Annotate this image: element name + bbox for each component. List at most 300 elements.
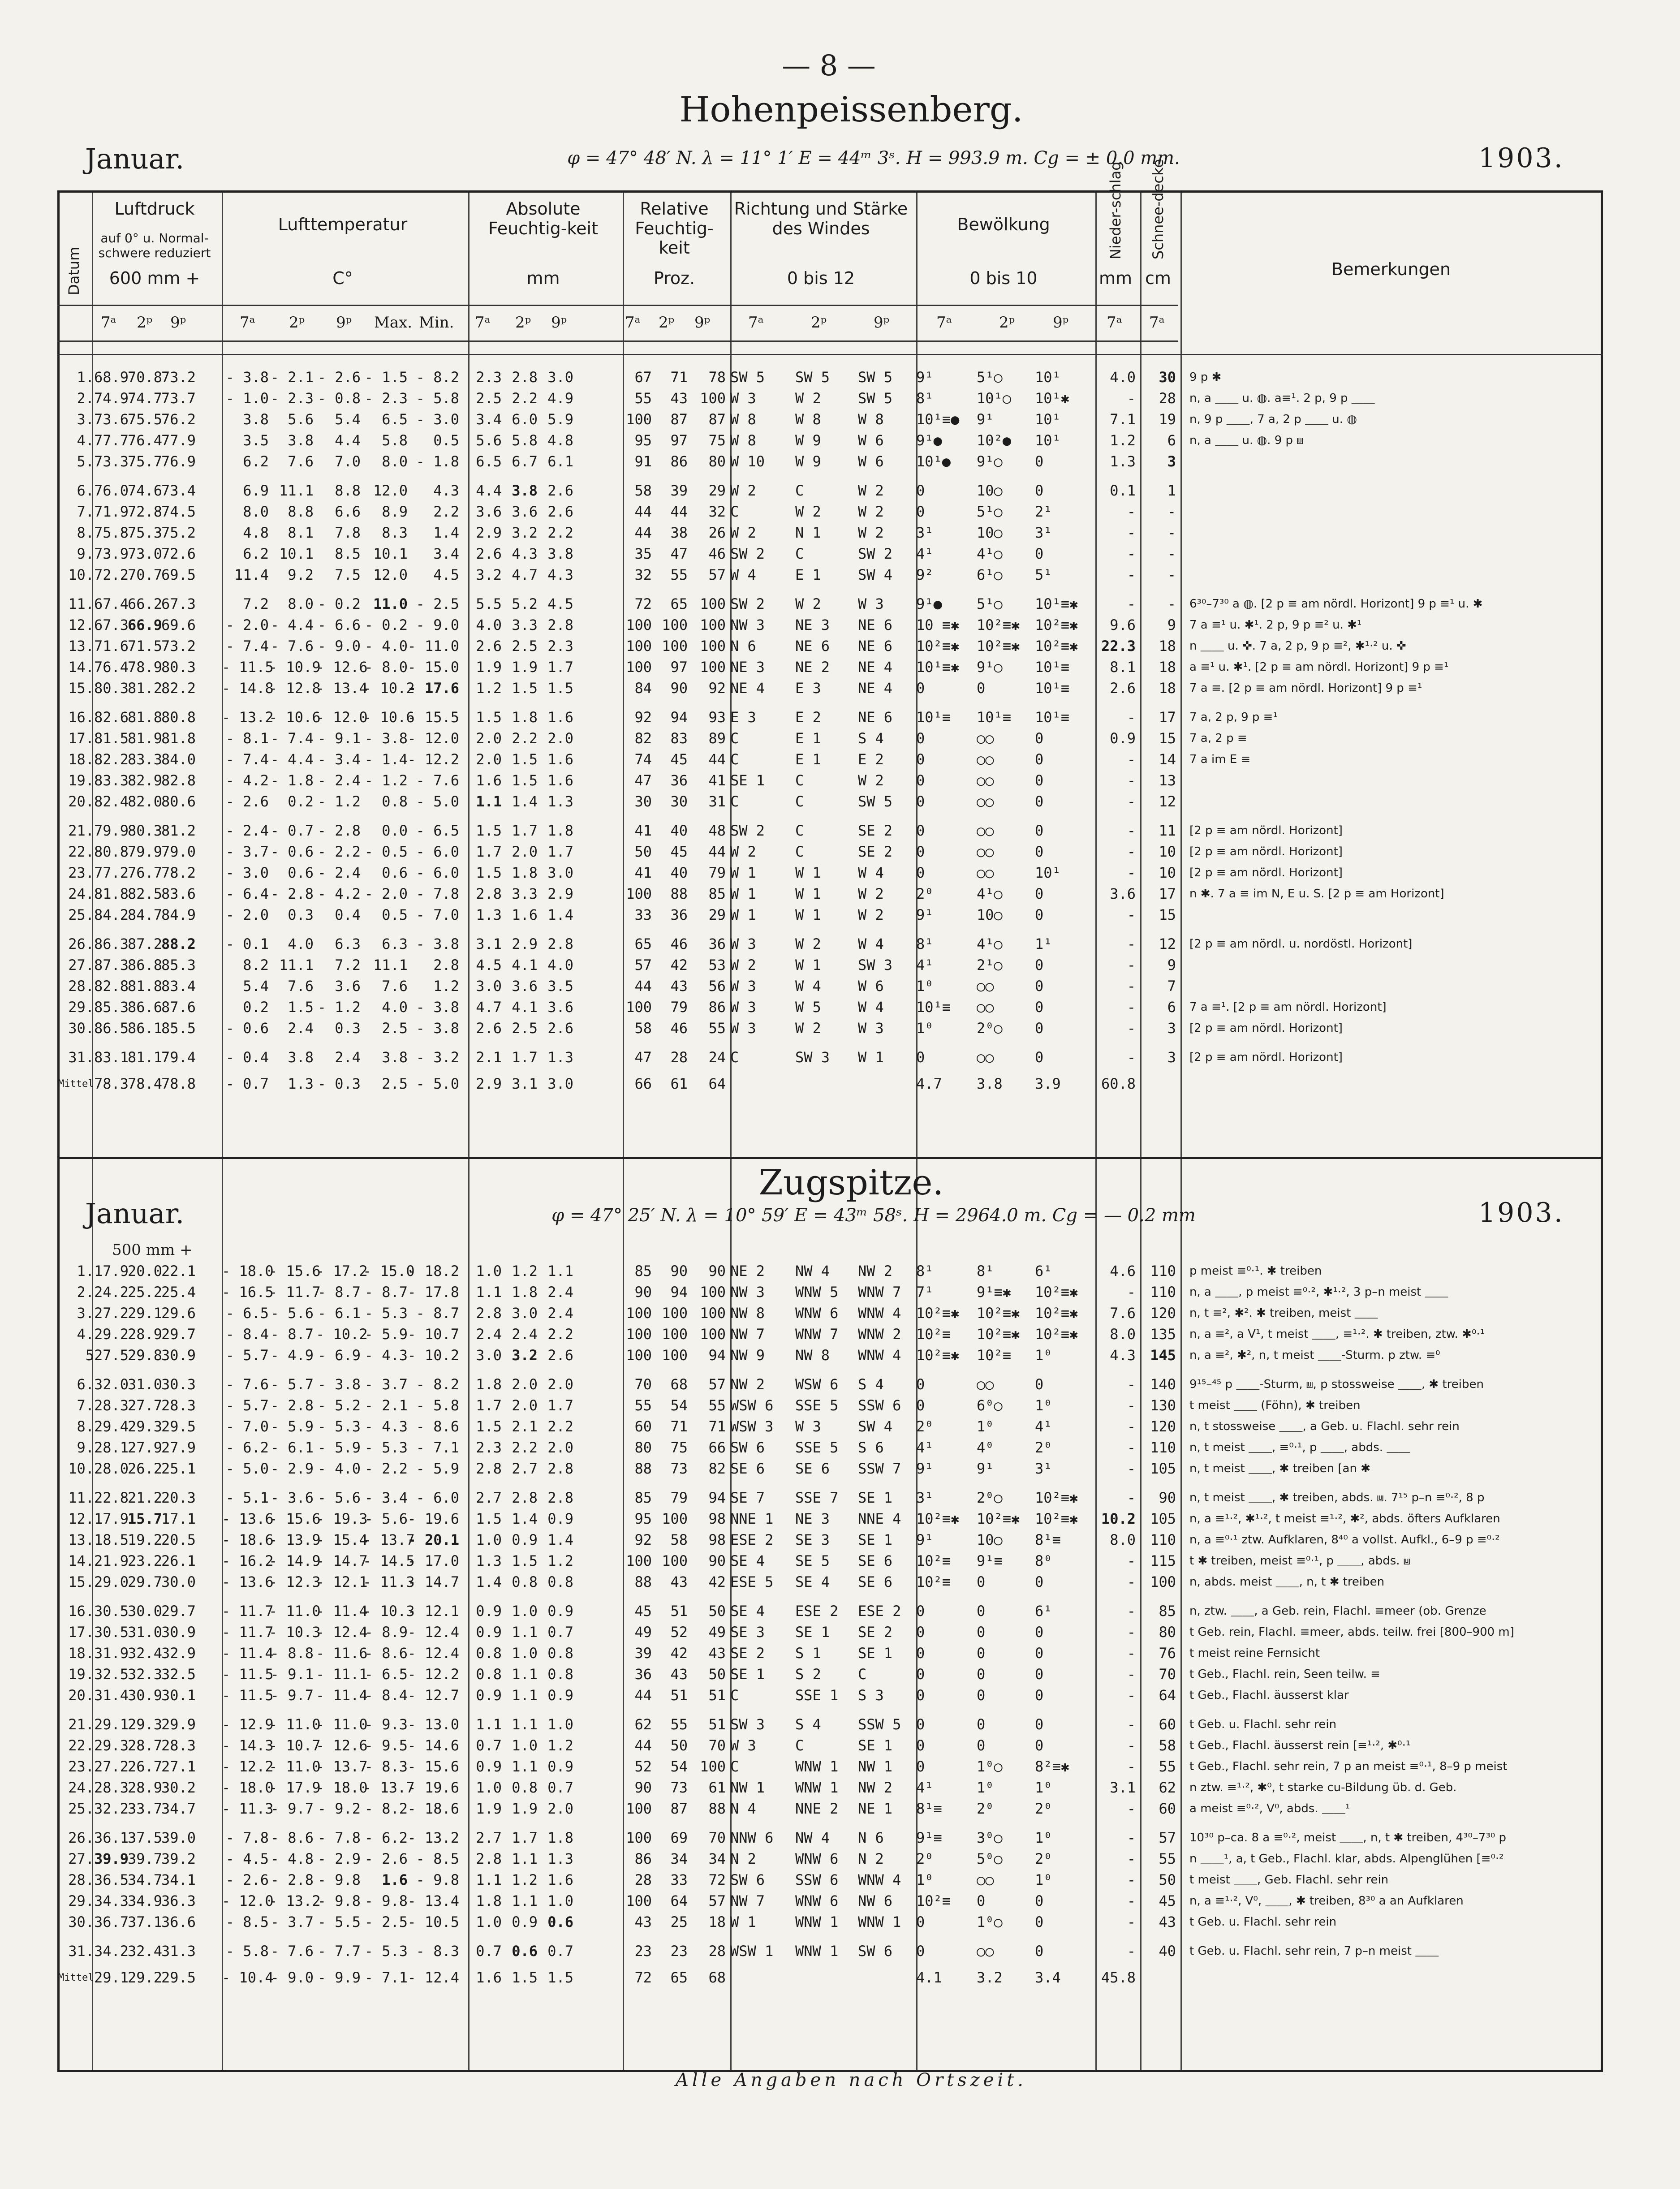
table-cell: SE 1 <box>858 1737 893 1754</box>
table-cell: 27.2 <box>94 1305 129 1322</box>
table-cell: W 6 <box>858 453 884 470</box>
table-cell: 1.0 <box>476 1263 502 1280</box>
table-cell: - <box>1167 503 1176 520</box>
table-cell: 87 <box>670 411 688 428</box>
table-cell: - 9.0 <box>317 638 361 655</box>
table-cell: 30.0 <box>161 1573 196 1590</box>
table-cell: 34.1 <box>161 1871 196 1888</box>
table-cell: W 6 <box>858 978 884 995</box>
table-cell: 30.5 <box>94 1603 129 1620</box>
year-label-1: 1903. <box>1478 142 1564 174</box>
table-cell: 44 <box>634 524 652 541</box>
table-cell: 29.5 <box>161 1418 196 1435</box>
table-cell: 43 <box>708 1645 726 1662</box>
table-cell: 87.6 <box>161 999 196 1016</box>
table-cell: SW 2 <box>730 822 765 839</box>
table-cell: N 2 <box>730 1850 756 1867</box>
table-cell: 4¹○ <box>977 885 1003 902</box>
table-cell: 1.7 <box>547 843 573 860</box>
table-cell: 55 <box>634 1397 652 1414</box>
table-cell: 5.6 <box>288 411 314 428</box>
table-cell: - 2.8 <box>317 822 361 839</box>
table-cell: 2.1 <box>512 1418 538 1435</box>
table-cell: 1.2 <box>476 680 502 697</box>
table-cell: 55 <box>1159 1758 1176 1775</box>
row-date: 17. <box>68 1624 94 1641</box>
table-cell: 75.3 <box>128 524 163 541</box>
table-cell: 3.3 <box>512 616 538 633</box>
table-cell: 4.9 <box>547 390 573 407</box>
table-cell: 86.5 <box>94 1020 129 1037</box>
table-cell: 82.5 <box>128 885 163 902</box>
table-cell: 1⁰○ <box>977 1913 1003 1930</box>
table-cell: - 2.1 <box>270 369 314 386</box>
table-cell: NW 8 <box>795 1347 830 1364</box>
table-cell: 2.8 <box>476 1850 502 1867</box>
table-cell: 20.3 <box>161 1489 196 1506</box>
table-cell: 11.0 <box>373 595 408 612</box>
table-cell: - 5.3 <box>317 1418 361 1435</box>
table-cell: 2.0 <box>512 1376 538 1393</box>
table-cell: 47 <box>634 772 652 789</box>
table-cell: 84 <box>634 680 652 697</box>
subheader-time: 7ᵃ <box>1107 314 1122 332</box>
table-cell: 50 <box>708 1666 726 1683</box>
table-cell: - 2.9 <box>317 1850 361 1867</box>
table-cell: W 4 <box>858 864 884 881</box>
table-cell: 28.3 <box>161 1737 196 1754</box>
table-cell: - 11.5 <box>222 1687 274 1704</box>
table-cell: 57 <box>708 1892 726 1909</box>
table-cell: C <box>795 843 804 860</box>
table-cell: 1.3 <box>547 793 573 810</box>
remark: t Geb., Flachl. äusserst klar <box>1189 1689 1349 1702</box>
table-cell: - <box>1127 1829 1136 1846</box>
table-cell: - 5.3 <box>364 1943 408 1960</box>
table-cell: 34 <box>708 1850 726 1867</box>
table-cell: S 1 <box>795 1645 821 1662</box>
table-cell: 0 <box>916 730 925 747</box>
table-cell: - <box>1127 1284 1136 1301</box>
table-cell: SW 5 <box>858 793 893 810</box>
table-cell: 70.7 <box>128 566 163 583</box>
table-cell: C <box>730 730 739 747</box>
table-cell: - 0.6 <box>270 843 314 860</box>
table-cell: 4.0 <box>1110 369 1136 386</box>
table-cell: 29.8 <box>128 1347 163 1364</box>
table-cell: 10²≡✱ <box>916 1305 960 1322</box>
table-cell: 105 <box>1150 1460 1176 1477</box>
row-date: 10. <box>68 1460 94 1477</box>
table-cell: 20.5 <box>161 1531 196 1548</box>
table-cell: 8.3 <box>382 524 408 541</box>
table-cell: 82.9 <box>128 772 163 789</box>
subheader-time: 2ᵖ <box>289 314 305 332</box>
table-cell: 10²≡✱ <box>977 638 1020 655</box>
table-cell: 0.7 <box>547 1943 573 1960</box>
table-cell: 52 <box>634 1758 652 1775</box>
row-date: 12. <box>68 616 94 633</box>
remark: t Geb. rein, Flachl. ≡meer, abds. teilw. frei [800–900 m] <box>1189 1625 1514 1639</box>
table-cell: 85.3 <box>94 999 129 1016</box>
table-cell: 79.0 <box>161 843 196 860</box>
table-cell: 31.3 <box>161 1943 196 1960</box>
table-cell: 3.6 <box>1110 885 1136 902</box>
table-cell: 0 <box>977 680 986 697</box>
table-cell: 85.5 <box>161 1020 196 1037</box>
subheader-time: 7ᵃ <box>240 314 255 332</box>
table-cell: - 11.7 <box>222 1603 274 1620</box>
table-cell: 8.0 <box>288 595 314 612</box>
table-cell: - <box>1127 1737 1136 1754</box>
table-cell: - 2.0 <box>225 906 269 923</box>
table-cell: 90 <box>634 1284 652 1301</box>
table-cell: 3.2 <box>512 524 538 541</box>
table-cell: 92 <box>634 709 652 726</box>
table-cell: 60 <box>1159 1716 1176 1733</box>
table-cell: 9 <box>1167 616 1176 633</box>
table-cell: 29 <box>708 906 726 923</box>
table-cell: S 6 <box>858 1439 884 1456</box>
table-cell: NW 4 <box>795 1263 830 1280</box>
table-cell: - 11.4 <box>316 1603 368 1620</box>
table-cell: 72 <box>634 1969 652 1986</box>
table-cell: 80.8 <box>161 709 196 726</box>
remark: 7 a, 2 p ≡ <box>1189 732 1247 745</box>
table-cell: 66 <box>634 1075 652 1092</box>
table-cell: NE 1 <box>858 1800 893 1817</box>
table-cell: - 1.2 <box>317 999 361 1016</box>
table-cell: 2.8 <box>476 1305 502 1322</box>
table-cell: SSE 5 <box>795 1397 839 1414</box>
table-cell: - 3.7 <box>270 1913 314 1930</box>
remark: n, 9 p ⸏⸏, 7 a, 2 p ⸏⸏ u. ◍ <box>1189 413 1357 426</box>
table-cell: NNE 1 <box>730 1510 774 1527</box>
table-cell: 97 <box>670 659 688 676</box>
table-cell: 7.2 <box>243 595 269 612</box>
table-cell: - 2.3 <box>364 390 408 407</box>
remark: n, a ≡¹·², V⁰, ⸏⸏, ✱ treiben, 8³⁰ a an Aufklaren <box>1189 1894 1464 1908</box>
table-cell: NW 2 <box>858 1263 893 1280</box>
table-cell: 69.5 <box>161 566 196 583</box>
table-cell: 41 <box>708 772 726 789</box>
table-cell: 1.4 <box>547 1531 573 1548</box>
header-abs-feuchtigkeit: Absolute Feuchtig-keit <box>488 199 598 238</box>
table-cell: - 6.1 <box>317 1305 361 1322</box>
table-cell: 1.8 <box>512 864 538 881</box>
table-cell: 0 <box>916 793 925 810</box>
table-cell: 8¹≡ <box>916 1800 942 1817</box>
table-cell: 86.8 <box>128 957 163 974</box>
table-cell: 1.5 <box>476 1510 502 1527</box>
table-cell: NE 3 <box>795 1510 830 1527</box>
table-cell: - <box>1127 999 1136 1016</box>
table-cell: SW 2 <box>730 545 765 562</box>
table-cell: 88 <box>670 885 688 902</box>
subheader-time: Min. <box>419 314 454 332</box>
table-cell: 1.0 <box>547 1716 573 1733</box>
table-cell: 50 <box>708 1603 726 1620</box>
table-cell: 46 <box>708 545 726 562</box>
table-cell: 5.9 <box>547 411 573 428</box>
station-title-zugspitze: Zugspitze. <box>758 1163 944 1203</box>
table-cell: 100 <box>700 595 726 612</box>
table-cell: - 2.2 <box>364 1460 408 1477</box>
table-cell: NW 1 <box>730 1779 765 1796</box>
table-cell: 0.7 <box>476 1943 502 1960</box>
table-cell: 29.7 <box>161 1603 196 1620</box>
table-cell: - 5.3 <box>364 1439 408 1456</box>
table-cell: - 5.5 <box>317 1913 361 1930</box>
table-cell: - 10.2 <box>363 680 415 697</box>
table-cell: W 4 <box>730 566 756 583</box>
table-cell: 3.6 <box>512 503 538 520</box>
table-cell: 49 <box>708 1624 726 1641</box>
remark: t meist ⸏⸏, Geb. Flachl. sehr rein <box>1189 1873 1389 1887</box>
table-cell: 6.3 <box>335 935 361 952</box>
table-cell: WNW 7 <box>795 1326 839 1343</box>
table-cell: NW 7 <box>730 1892 765 1909</box>
table-cell: ○○ <box>977 978 994 995</box>
table-cell: 29.5 <box>161 1969 196 1986</box>
header-bemerkungen: Bemerkungen <box>1331 259 1451 279</box>
table-cell: 2.4 <box>335 1049 361 1066</box>
table-cell: 71.6 <box>94 638 129 655</box>
table-cell: W 1 <box>795 906 821 923</box>
subheader-time: 7ᵃ <box>748 314 764 332</box>
table-cell: 30 <box>634 793 652 810</box>
table-cell: 29.6 <box>161 1305 196 1322</box>
table-cell: SW 6 <box>730 1871 765 1888</box>
table-cell: 34 <box>670 1850 688 1867</box>
table-cell: 15 <box>1159 906 1176 923</box>
table-cell: 78.2 <box>161 864 196 881</box>
table-cell: 8²≡✱ <box>1035 1758 1070 1775</box>
table-cell: 25.1 <box>161 1460 196 1477</box>
table-cell: 1.3 <box>476 1552 502 1569</box>
table-cell: - 8.4 <box>225 1326 269 1343</box>
table-cell: 9.6 <box>1110 616 1136 633</box>
table-cell: C <box>730 1687 739 1704</box>
table-cell: 2.9 <box>512 935 538 952</box>
table-cell: - 4.3 <box>364 1347 408 1364</box>
table-cell: 93 <box>708 709 726 726</box>
table-cell: 62 <box>1159 1779 1176 1796</box>
table-cell: - 5.8 <box>225 1943 269 1960</box>
table-cell: 48 <box>708 822 726 839</box>
table-cell: 31.0 <box>128 1376 163 1393</box>
section-divider <box>57 1157 1603 1159</box>
table-cell: 100 <box>700 1284 726 1301</box>
table-cell: 2.7 <box>512 1460 538 1477</box>
table-cell: - 5.1 <box>225 1489 269 1506</box>
table-cell: W 1 <box>730 1913 756 1930</box>
table-cell: 86 <box>634 1850 652 1867</box>
table-cell: 10¹○ <box>977 390 1012 407</box>
row-date: Mittel <box>58 1078 94 1090</box>
table-cell: 0 <box>1035 885 1044 902</box>
table-cell: 3.1 <box>512 1075 538 1092</box>
table-cell: 77.7 <box>94 432 129 449</box>
table-cell: W 2 <box>858 885 884 902</box>
remark: [2 p ≡ am nördl. Horizont] <box>1189 845 1343 858</box>
table-cell: 39 <box>670 482 688 499</box>
table-cell: 88 <box>634 1460 652 1477</box>
table-cell: - 7.8 <box>416 885 459 902</box>
table-cell: 66.9 <box>128 616 163 633</box>
table-cell: 0 <box>1035 453 1044 470</box>
table-cell: SW 2 <box>858 545 893 562</box>
remark: 7 a ≡¹ u. ✱¹. 2 p, 9 p ≡² u. ✱¹ <box>1189 618 1362 632</box>
table-cell: S 4 <box>858 730 884 747</box>
row-date: Mittel <box>58 1972 94 1983</box>
table-cell: - <box>1127 390 1136 407</box>
table-cell: 3.4 <box>433 545 459 562</box>
table-cell: - 2.6 <box>225 793 269 810</box>
remark: n, t meist ⸏⸏, ✱ treiben [an ✱ <box>1189 1462 1370 1475</box>
table-cell: 36.3 <box>161 1892 196 1909</box>
table-cell: 76 <box>1159 1645 1176 1662</box>
table-cell: - <box>1127 1552 1136 1569</box>
table-cell: 0.9 <box>547 1687 573 1704</box>
table-cell: - 5.7 <box>225 1397 269 1414</box>
table-cell: 0.7 <box>547 1779 573 1796</box>
table-cell: 1⁰ <box>1035 1829 1052 1846</box>
table-cell: 71 <box>670 369 688 386</box>
table-cell: 10¹≡ <box>916 999 951 1016</box>
table-cell: 100 <box>662 1347 688 1364</box>
table-cell: - 16.2 <box>222 1552 274 1569</box>
table-cell: 10²≡✱ <box>977 1510 1020 1527</box>
table-cell: 3¹ <box>916 524 934 541</box>
table-cell: - 4.4 <box>270 751 314 768</box>
table-cell: E 3 <box>730 709 756 726</box>
table-cell: - <box>1127 793 1136 810</box>
table-cell: 10¹≡● <box>916 411 960 428</box>
table-cell: 31.9 <box>94 1645 129 1662</box>
row-date: 3. <box>77 411 94 428</box>
header-temp-unit: C° <box>332 268 353 288</box>
table-cell: SE 4 <box>795 1573 830 1590</box>
table-cell: 0.8 <box>476 1666 502 1683</box>
table-cell: 30.9 <box>161 1624 196 1641</box>
table-cell: 51 <box>670 1687 688 1704</box>
remark: 10³⁰ p–ca. 8 a ≡⁰·², meist ⸏⸏, n, t ✱ treiben, 4³⁰–7³⁰ p <box>1189 1831 1507 1844</box>
table-cell: - <box>1127 1418 1136 1435</box>
table-cell: 4.1 <box>512 999 538 1016</box>
table-cell: 5¹○ <box>977 503 1003 520</box>
table-cell: - 2.4 <box>225 822 269 839</box>
table-cell: - 15.4 <box>316 1531 368 1548</box>
table-cell: 1.3 <box>547 1049 573 1066</box>
table-cell: - 2.4 <box>317 864 361 881</box>
header-lufttemperatur: Lufttemperatur <box>278 215 408 234</box>
table-cell: - <box>1127 1049 1136 1066</box>
table-cell: 0 <box>916 1603 925 1620</box>
table-cell: - 9.8 <box>317 1871 361 1888</box>
table-cell: ESE 2 <box>730 1531 774 1548</box>
table-cell: NE 2 <box>730 1263 765 1280</box>
table-cell: 94 <box>708 1489 726 1506</box>
table-cell: - 6.4 <box>225 885 269 902</box>
table-cell: 92 <box>708 680 726 697</box>
table-cell: - 5.0 <box>225 1460 269 1477</box>
table-cell: 1.4 <box>512 793 538 810</box>
table-cell: SE 1 <box>730 772 765 789</box>
table-cell: 58 <box>670 1531 688 1548</box>
table-cell: 10²≡✱ <box>1035 1489 1078 1506</box>
remark: n, t meist ⸏⸏, ≡⁰·¹, p ⸏⸏, abds. ⸏⸏ <box>1189 1441 1410 1454</box>
table-cell: 82 <box>634 730 652 747</box>
table-cell: SSE 7 <box>795 1489 839 1506</box>
subheader-time: Max. <box>374 314 413 332</box>
table-cell: 3.0 <box>476 978 502 995</box>
table-cell: 78 <box>708 369 726 386</box>
table-cell: SE 3 <box>795 1531 830 1548</box>
table-cell: 55 <box>1159 1850 1176 1867</box>
table-cell: 3.3 <box>512 885 538 902</box>
table-cell: 0.0 <box>382 822 408 839</box>
table-cell: 0 <box>916 680 925 697</box>
table-cell: - 12.4 <box>407 1624 459 1641</box>
table-cell: 100 <box>662 1552 688 1569</box>
table-cell: - 11.0 <box>269 1758 321 1775</box>
table-cell: 0.8 <box>547 1645 573 1662</box>
table-cell: 0 <box>1035 1020 1044 1037</box>
table-cell: 32.4 <box>128 1645 163 1662</box>
table-cell: 0 <box>916 1687 925 1704</box>
table-cell: 100 <box>626 1829 652 1846</box>
table-cell: C <box>858 1666 867 1683</box>
table-cell: 32.3 <box>128 1666 163 1683</box>
remark: 7 a, 2 p, 9 p ≡¹ <box>1189 711 1278 724</box>
table-cell: SW 5 <box>730 369 765 386</box>
table-cell: 29.2 <box>128 1969 163 1986</box>
table-cell: 17 <box>1159 709 1176 726</box>
table-cell: WSW 3 <box>730 1418 774 1435</box>
table-cell: C <box>795 1737 804 1754</box>
table-cell: 1.1 <box>512 1687 538 1704</box>
table-cell: WNW 1 <box>795 1913 839 1930</box>
table-cell: 1.0 <box>476 1531 502 1548</box>
table-cell: 10²≡✱ <box>916 1347 960 1364</box>
table-cell: - <box>1127 1573 1136 1590</box>
table-cell: 13 <box>1159 772 1176 789</box>
table-cell: W 8 <box>858 411 884 428</box>
table-cell: 0 <box>916 1737 925 1754</box>
table-cell: - 0.2 <box>364 616 408 633</box>
table-cell: N 6 <box>730 638 756 655</box>
table-cell: - 5.8 <box>416 390 459 407</box>
table-cell: 1.9 <box>512 1800 538 1817</box>
table-cell: 55 <box>634 390 652 407</box>
remark: a ≡¹ u. ✱¹. [2 p ≡ am nördl. Horizont] 9 p ≡¹ <box>1189 660 1449 674</box>
table-cell: 67 <box>634 369 652 386</box>
table-cell: 0.3 <box>335 1020 361 1037</box>
table-cell: - <box>1127 566 1136 583</box>
page-number: — 8 — <box>782 49 876 82</box>
table-cell: 1.8 <box>512 1284 538 1301</box>
table-cell: - <box>1127 1397 1136 1414</box>
table-cell: 4¹ <box>916 957 934 974</box>
table-cell: 0 <box>977 1716 986 1733</box>
table-cell: 2.5 <box>382 1075 408 1092</box>
table-cell: WNW 6 <box>795 1305 839 1322</box>
row-date: 15. <box>68 1573 94 1590</box>
table-cell: - 7.6 <box>225 1376 269 1393</box>
table-cell: 2.8 <box>512 1489 538 1506</box>
table-cell: 6.1 <box>547 453 573 470</box>
